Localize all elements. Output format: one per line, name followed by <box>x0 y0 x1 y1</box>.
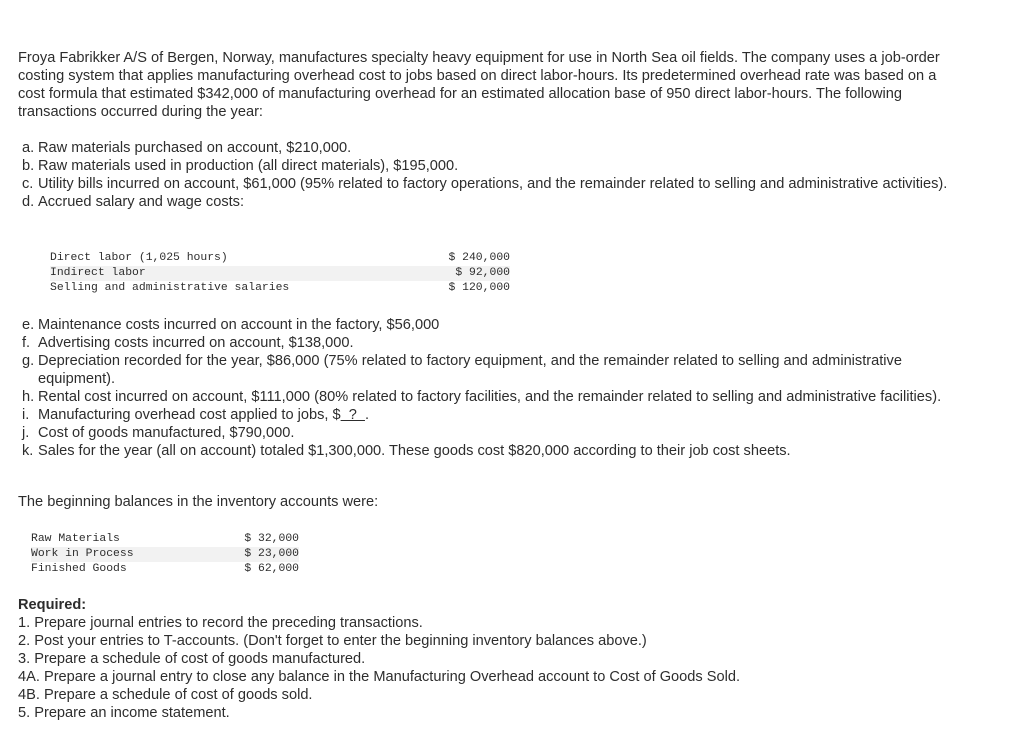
transaction-letter: f. <box>22 335 31 351</box>
transaction-text: Accrued salary and wage costs: <box>38 194 245 210</box>
required-item: 2. Post your entries to T-accounts. (Don't forget to enter the beginning inventory balances above.) <box>18 633 647 649</box>
transaction-letter: c. <box>22 176 34 192</box>
transaction-text: Utility bills incurred on account, $61,000 (95% related to factory operations, and the remainder related to selling and administrative activities). <box>38 176 948 192</box>
required-item: 1. Prepare journal entries to record the preceding transactions. <box>18 615 423 631</box>
table-label: Finished Goods <box>31 563 127 575</box>
transaction-text: Depreciation recorded for the year, $86,000 (75% related to factory equipment, and the remainder related to selling and administrative equipment). <box>38 353 902 387</box>
table-label: Work in Process <box>31 548 134 560</box>
table-row <box>50 266 510 281</box>
required-item: 4B. Prepare a schedule of cost of goods sold. <box>18 687 313 703</box>
transaction-list-1 <box>22 139 962 211</box>
table-value: $ 92,000 <box>455 267 510 279</box>
transaction-letter: k. <box>22 443 34 459</box>
intro-paragraph: Froya Fabrikker A/S of Bergen, Norway, manufactures specialty heavy equipment for use in North Sea oil fields. The company uses a job-order costing system that applies manufacturing overhead cost to jobs based on direct labor-hours. Its predetermined overhead rate was based on a cost formula that estimated $342,000 of manufacturing overhead for an estimated allocation base of 950 direct labor-hours. The following transactions occurred during the year: <box>18 50 940 120</box>
table-row <box>31 562 299 577</box>
transaction-i <box>22 406 962 424</box>
table-value: $ 120,000 <box>448 282 510 294</box>
table-row <box>50 251 510 266</box>
required-title: Required: <box>18 597 87 613</box>
answer-blank: ? <box>340 407 365 423</box>
transaction-end: . <box>364 407 370 423</box>
table-row <box>50 281 510 296</box>
transaction-j <box>22 424 962 442</box>
transaction-text: Advertising costs incurred on account, $138,000. <box>38 335 354 351</box>
transaction-list-2 <box>22 316 962 460</box>
salary-table <box>50 251 510 296</box>
beginning-balances-text: The beginning balances in the inventory accounts were: <box>18 494 379 510</box>
transaction-a <box>22 139 962 157</box>
transaction-g <box>22 352 962 388</box>
transaction-letter: h. <box>22 389 35 405</box>
required-item: 5. Prepare an income statement. <box>18 705 230 721</box>
required-item: 3. Prepare a schedule of cost of goods manufactured. <box>18 651 366 667</box>
required-section <box>18 596 978 722</box>
transaction-e <box>22 316 962 334</box>
transaction-text: Rental cost incurred on account, $111,000 (80% related to factory facilities, and the remainder related to selling and administrative facilities). <box>38 389 942 405</box>
transaction-d <box>22 193 962 211</box>
transaction-f <box>22 334 962 352</box>
table-label: Direct labor (1,025 hours) <box>50 252 228 264</box>
table-row <box>31 532 299 547</box>
table-label: Raw Materials <box>31 533 120 545</box>
transaction-text: Manufacturing overhead cost applied to jobs, $ <box>38 407 341 423</box>
transaction-text: Raw materials used in production (all direct materials), $195,000. <box>38 158 459 174</box>
table-value: $ 62,000 <box>244 563 299 575</box>
inventory-table <box>31 532 299 577</box>
table-label: Indirect labor <box>50 267 146 279</box>
table-value: $ 23,000 <box>244 548 299 560</box>
transaction-letter: j. <box>22 425 30 441</box>
transaction-letter: e. <box>22 317 35 333</box>
required-item: 4A. Prepare a journal entry to close any balance in the Manufacturing Overhead account to Cost of Goods Sold. <box>18 669 741 685</box>
transaction-text: Raw materials purchased on account, $210,000. <box>38 140 352 156</box>
transaction-letter: i. <box>22 407 30 423</box>
transaction-text: Cost of goods manufactured, $790,000. <box>38 425 295 441</box>
transaction-letter: g. <box>22 353 35 369</box>
transaction-letter: b. <box>22 158 35 174</box>
transaction-c <box>22 175 962 193</box>
table-label: Selling and administrative salaries <box>50 282 290 294</box>
transaction-k <box>22 442 962 460</box>
transaction-b <box>22 157 962 175</box>
transaction-text: Maintenance costs incurred on account in the factory, $56,000 <box>38 317 440 333</box>
transaction-letter: a. <box>22 140 35 156</box>
transaction-letter: d. <box>22 194 35 210</box>
table-value: $ 240,000 <box>448 252 510 264</box>
table-value: $ 32,000 <box>244 533 299 545</box>
transaction-h <box>22 388 962 406</box>
table-row <box>31 547 299 562</box>
transaction-text: Sales for the year (all on account) totaled $1,300,000. These goods cost $820,000 according to their job cost sheets. <box>38 443 791 459</box>
